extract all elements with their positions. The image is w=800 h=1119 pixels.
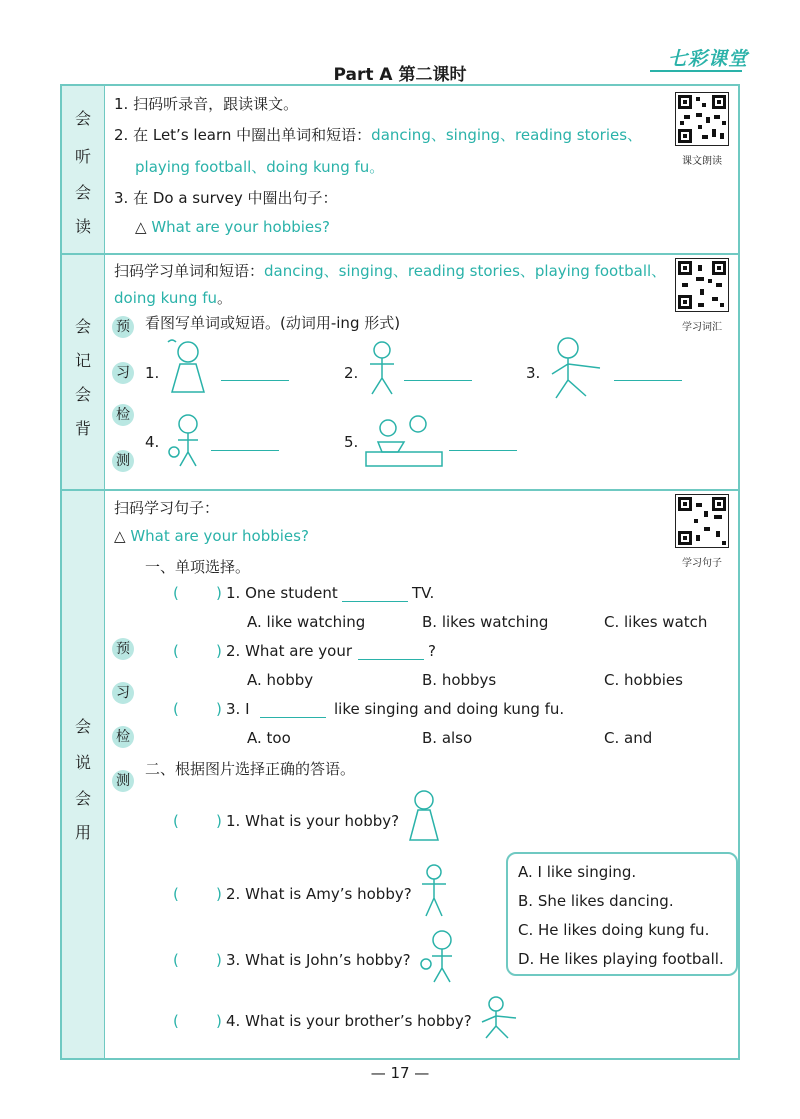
preview-pill: 预: [112, 316, 134, 338]
answer-paren-left[interactable]: (: [173, 951, 179, 969]
answer-paren-right[interactable]: ): [216, 1012, 222, 1030]
section-divider-1: [62, 253, 738, 255]
option-b: B. She likes dancing.: [518, 892, 674, 910]
answer-blank[interactable]: [614, 366, 682, 381]
side-char: 会: [74, 385, 91, 404]
side-char: 会: [74, 789, 91, 808]
page-title: Part A 第二课时: [333, 65, 467, 85]
preview-pill: 检: [112, 404, 134, 426]
q3-option-b: B. also: [422, 729, 473, 747]
dancing-girl-picture: [416, 862, 452, 920]
item-number: 3.: [526, 364, 541, 382]
q1-end: TV.: [412, 584, 435, 602]
side-char: 会: [74, 183, 91, 202]
q1-option-b: B. likes watching: [422, 613, 549, 631]
s2-line2-suffix: 。: [216, 289, 232, 307]
s2-line2-answers: doing kung fu: [114, 289, 217, 307]
part2-heading: 二、根据图片选择正确的答语。: [145, 760, 356, 778]
q3-option-c: C. and: [604, 729, 653, 747]
preview-pill: 习: [112, 362, 134, 384]
answer-blank[interactable]: [342, 587, 408, 602]
side-char: 听: [74, 147, 91, 166]
answer-blank[interactable]: [449, 436, 517, 451]
item-number: 5.: [344, 433, 359, 451]
q1-option-a: A. like watching: [247, 613, 366, 631]
side-char: 说: [74, 753, 91, 772]
dancing-girl-picture: [362, 338, 404, 398]
s2-line1: [114, 260, 666, 281]
qr-label: 学习句子: [682, 558, 722, 569]
option-c: C. He likes doing kung fu.: [518, 921, 710, 939]
reading-stories-picture: [364, 412, 444, 470]
q3-end: like singing and doing kung fu.: [334, 700, 565, 718]
answer-paren-right[interactable]: ): [216, 951, 222, 969]
s1-line2b-answers: playing football、doing kung fu。: [135, 158, 385, 176]
football-boy-picture: [166, 412, 210, 470]
option-d: D. He likes playing football.: [518, 950, 724, 968]
answer-paren-left[interactable]: (: [173, 700, 179, 718]
qr-code-icon[interactable]: [675, 258, 729, 312]
singing-girl-picture: [404, 786, 444, 846]
triangle-icon: △: [114, 527, 126, 545]
qr-code-icon[interactable]: [675, 494, 729, 548]
side-char: 用: [74, 823, 91, 842]
football-boy-picture: [418, 928, 462, 986]
answer-paren-right[interactable]: ): [216, 584, 222, 602]
picture-q4: 4. What is your brother’s hobby?: [226, 1012, 472, 1030]
side-char: 会: [74, 317, 91, 336]
side-char: 会: [74, 717, 91, 736]
answer-paren-left[interactable]: (: [173, 1012, 179, 1030]
side-char: 读: [74, 217, 91, 236]
singing-girl-picture: [162, 336, 214, 398]
option-a: A. I like singing.: [518, 863, 637, 881]
brand-underline: [650, 70, 742, 72]
preview-pill: 测: [112, 770, 134, 792]
q2-option-b: B. hobbys: [422, 671, 497, 689]
answer-paren-left[interactable]: (: [173, 812, 179, 830]
answer-paren-right[interactable]: ): [216, 700, 222, 718]
picture-q3: 3. What is John’s hobby?: [226, 951, 411, 969]
answer-blank[interactable]: [358, 645, 424, 660]
s3-line2: [114, 527, 309, 545]
brand-logo: 七彩课堂: [667, 48, 748, 70]
s1-line2: [114, 124, 642, 145]
q2-end: ?: [428, 642, 436, 660]
q3-option-a: A. too: [247, 729, 291, 747]
answer-blank[interactable]: [404, 366, 472, 381]
s3-line1: 扫码学习句子：: [114, 499, 220, 517]
qr-code-icon[interactable]: [675, 92, 729, 146]
s2-line1-prefix: 扫码学习单词和短语：: [114, 262, 265, 280]
answer-paren-left[interactable]: (: [173, 642, 179, 660]
preview-pill: 测: [112, 450, 134, 472]
preview-pill: 习: [112, 682, 134, 704]
kung-fu-boy-picture: [546, 334, 610, 404]
page-number: — 17 —: [370, 1064, 430, 1082]
s2-line1-answers: dancing、singing、reading stories、playing football、: [264, 262, 667, 280]
s3-answer: What are your hobbies?: [130, 527, 309, 545]
picture-q2: 2. What is Amy’s hobby?: [226, 885, 412, 903]
answer-paren-right[interactable]: ): [216, 642, 222, 660]
part1-heading: 一、单项选择。: [145, 558, 251, 576]
answer-blank[interactable]: [260, 703, 326, 718]
side-char: 会: [74, 109, 91, 128]
q2-text: 2. What are your: [226, 642, 353, 660]
answer-paren-left[interactable]: (: [173, 584, 179, 602]
s2-line2: [114, 287, 232, 308]
q1-option-c: C. likes watch: [604, 613, 708, 631]
preview-pill: 预: [112, 638, 134, 660]
q3-text: 3. I: [226, 700, 250, 718]
s1-line2-answers: dancing、singing、reading stories、: [371, 126, 643, 144]
answer-paren-left[interactable]: (: [173, 885, 179, 903]
s1-line1: 1. 扫码听录音，跟读课文。: [114, 95, 299, 113]
side-char: 背: [74, 419, 91, 438]
qr-label: 课文朗读: [682, 156, 722, 167]
s1-line2-prefix: 2. 在 Let’s learn 中圈出单词和短语：: [114, 126, 372, 144]
answer-paren-right[interactable]: ): [216, 885, 222, 903]
q1-text: 1. One student: [226, 584, 338, 602]
triangle-icon: △: [135, 218, 147, 236]
side-char: 记: [74, 351, 91, 370]
s1-line4: [135, 218, 330, 236]
picture-q1: 1. What is your hobby?: [226, 812, 400, 830]
answer-blank[interactable]: [221, 366, 289, 381]
item-number: 1.: [145, 364, 160, 382]
s1-line4-answer: What are your hobbies?: [151, 218, 330, 236]
answer-paren-right[interactable]: ): [216, 812, 222, 830]
item-number: 2.: [344, 364, 359, 382]
section-divider-2: [62, 489, 738, 491]
item-number: 4.: [145, 433, 160, 451]
s1-line3: 3. 在 Do a survey 中圈出句子：: [114, 189, 338, 207]
kung-fu-boy-picture: [474, 994, 520, 1040]
qr-label: 学习词汇: [682, 322, 722, 333]
q2-option-c: C. hobbies: [604, 671, 683, 689]
preview-pill: 检: [112, 726, 134, 748]
answer-blank[interactable]: [211, 436, 279, 451]
s2-instruction: 看图写单词或短语。(动词用-ing 形式): [145, 314, 401, 332]
q2-option-a: A. hobby: [247, 671, 314, 689]
